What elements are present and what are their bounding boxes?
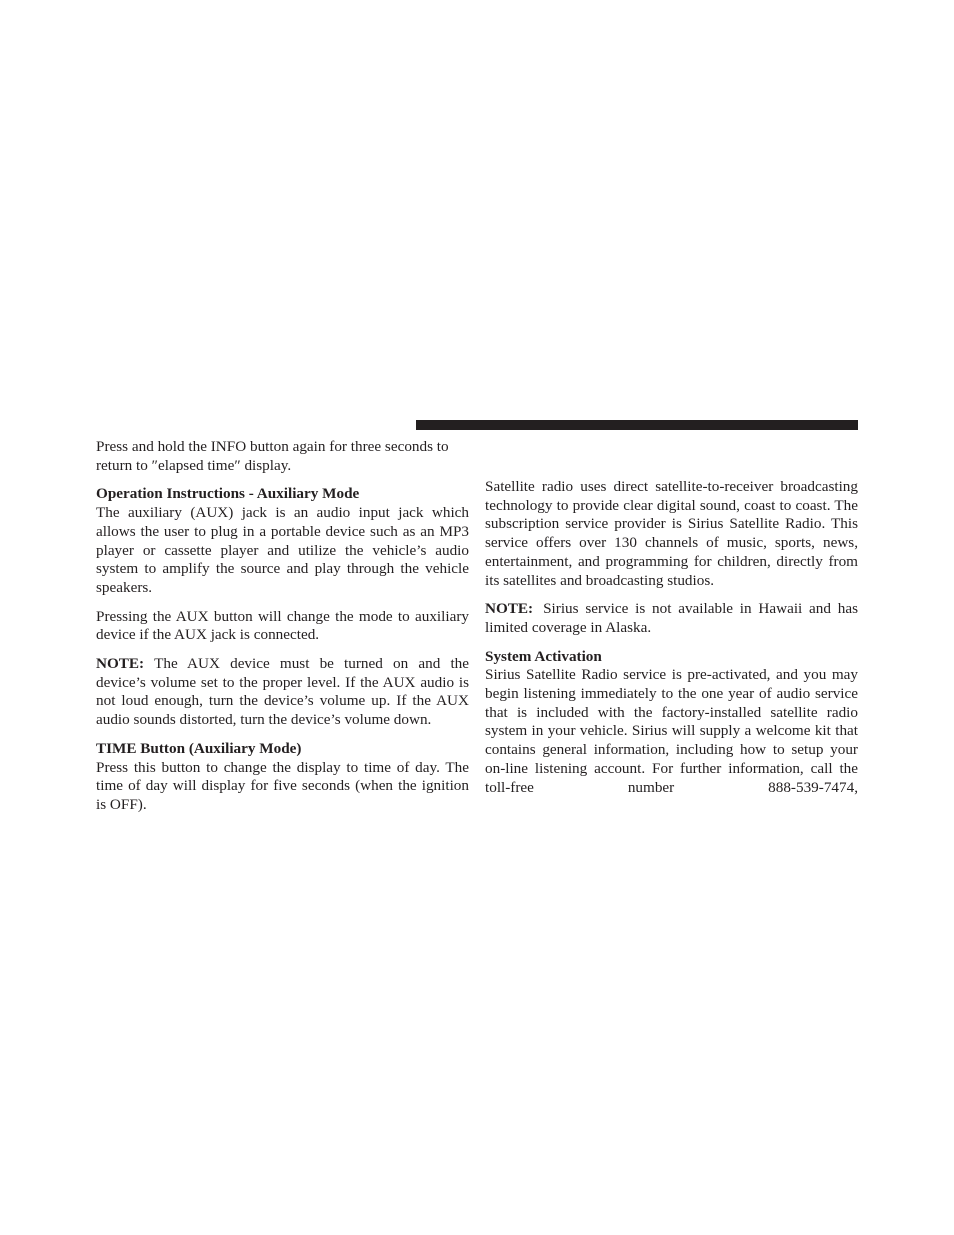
time-button-heading: TIME Button (Auxiliary Mode) xyxy=(96,739,302,757)
aux-note-paragraph xyxy=(96,655,469,730)
sirius-note-text: Sirius service is not available in Hawaii and has limited coverage in Alaska. xyxy=(485,600,858,636)
satellite-radio-paragraph: Satellite radio uses direct satellite-to-receiver broadcasting technology to provide clear digital sound, coast to coast. The subscription service provider is Sirius Satellite Radio. This service offers over 130 channels of music, sports, news, entertainment, and programming for children, directly from its satellites and broadcasting studios. xyxy=(485,478,858,589)
system-activation-paragraph: Sirius Satellite Radio service is pre-activated, and you may begin listening immediately to the one year of audio service that is included with the factory-installed satellite radio system in your vehicle. Sirius will supply a welcome kit that contains general information, including how to setup your on-line listening account. For further information, call the toll-free number 888-539-7474, xyxy=(485,666,858,796)
note-label: NOTE: xyxy=(485,600,534,618)
aux-button-paragraph: Pressing the AUX button will change the mode to auxiliary device if the AUX jack is connected. xyxy=(96,607,469,644)
info-intro-paragraph: Press and hold the INFO button again for three seconds to return to ″elapsed time″ display. xyxy=(96,438,449,474)
section-header-bar xyxy=(416,420,858,430)
time-button-paragraph: Press this button to change the display to time of day. The time of day will display for five seconds (when the ignition is OFF). xyxy=(96,758,469,813)
left-column xyxy=(96,438,469,815)
aux-mode-heading: Operation Instructions - Auxiliary Mode xyxy=(96,485,360,503)
system-activation-heading: System Activation xyxy=(485,647,602,665)
note-label: NOTE: xyxy=(96,655,145,673)
aux-note-text: The AUX device must be turned on and the device’s volume set to the proper level. If the AUX audio is not loud enough, turn the device’s volume up. If the AUX audio sounds distorted, turn the device’s volume down. xyxy=(96,655,469,729)
aux-jack-paragraph: The auxiliary (AUX) jack is an audio input jack which allows the user to plug in a portable device such as an MP3 player or cassette player and utilize the vehicle’s audio system to amplify the source and play through the vehicle speakers. xyxy=(96,504,469,596)
sirius-note-paragraph xyxy=(485,600,858,637)
right-column xyxy=(485,478,858,797)
